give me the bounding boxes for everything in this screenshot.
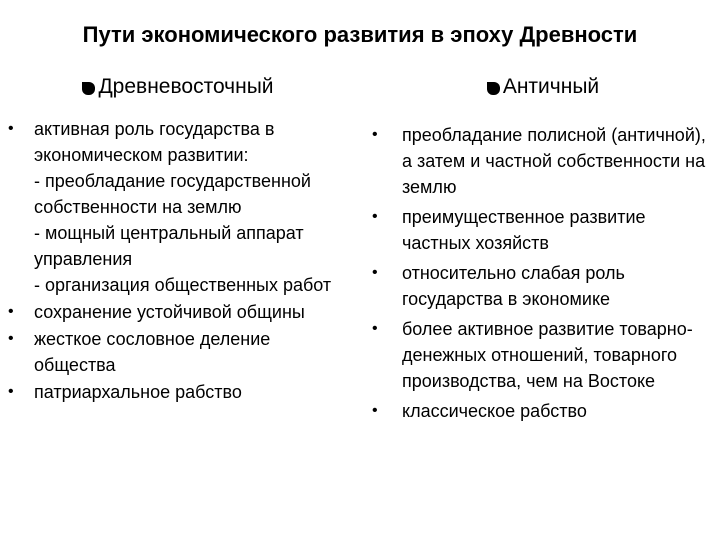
sub-item: - организация общественных работ (34, 275, 332, 295)
bullet-dot-icon: • (372, 126, 378, 143)
list-item (8, 116, 348, 298)
bullet-dot-icon: • (372, 208, 378, 225)
bullet-square-icon (487, 82, 500, 95)
list-item-text: более активное развитие товарно-денежных отношений, товарного производства, чем на Востоке (402, 319, 693, 391)
list-item (8, 326, 348, 378)
list-item-text: активная роль государства в экономическом развитии: (34, 119, 275, 165)
sub-item: - мощный центральный аппарат управления (34, 223, 304, 269)
list-item (372, 316, 714, 394)
bullet-dot-icon: • (8, 120, 14, 137)
list-item-text: относительно слабая роль государства в экономике (402, 263, 625, 309)
list-item-text: жесткое сословное деление общества (34, 329, 271, 375)
list-item (372, 122, 714, 200)
bullet-dot-icon: • (8, 383, 14, 400)
bullet-dot-icon: • (372, 264, 378, 281)
column-heading (372, 72, 714, 102)
page-title: Пути экономического развития в эпоху Древности (82, 22, 638, 47)
bullet-square-icon (82, 82, 95, 95)
bullet-dot-icon: • (8, 303, 14, 320)
sub-item: - преобладание государственной собственности на землю (34, 171, 311, 217)
list-item (372, 398, 714, 424)
list-item (8, 299, 348, 325)
list-item-text: преобладание полисной (античной), а затем и частной собственности на землю (402, 125, 706, 197)
column-antique (372, 72, 714, 428)
list-item (372, 204, 714, 256)
column-ancient-eastern (8, 72, 348, 406)
list-item-text: преимущественное развитие частных хозяйств (402, 207, 646, 253)
list-item-text: классическое рабство (402, 401, 587, 421)
bullet-dot-icon: • (8, 330, 14, 347)
list-item (8, 379, 348, 405)
column-heading-text: Древневосточный (98, 75, 274, 98)
list-item-text: сохранение устойчивой общины (34, 302, 305, 322)
column-heading-text: Античный (502, 75, 600, 98)
bullet-dot-icon: • (372, 402, 378, 419)
column-heading (8, 72, 348, 102)
list-item (372, 260, 714, 312)
list-item-text: патриархальное рабство (34, 382, 242, 402)
bullet-dot-icon: • (372, 320, 378, 337)
